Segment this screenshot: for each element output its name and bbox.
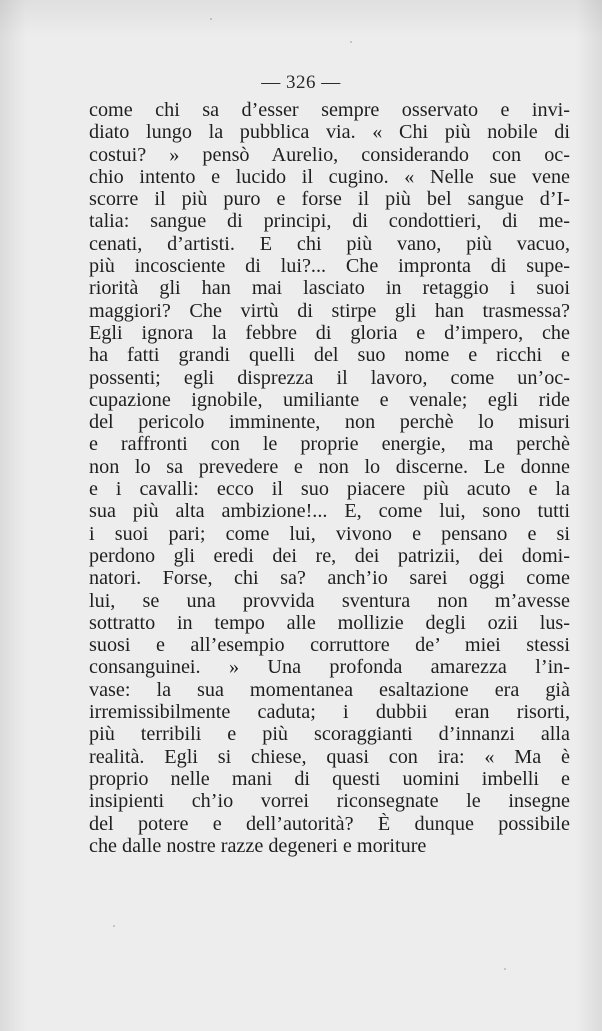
text-line: natori. Forse, chi sa? anch’io sarei oggi come <box>89 567 570 590</box>
text-line: perdono gli eredi dei re, dei patrizii, dei domi- <box>89 544 570 567</box>
text-line: più incosciente di lui?... Che impronta di supe- <box>89 255 570 278</box>
text-line: possenti; egli disprezza il lavoro, come un’oc- <box>89 366 570 389</box>
text-line: suosi e all’esempio corruttore de’ miei stessi <box>89 634 570 657</box>
text-line: cenati, d’artisti. E chi più vano, più vacuo, <box>89 232 570 255</box>
text-line: non lo sa prevedere e non lo discerne. Le donne <box>89 455 570 478</box>
text-line: chio intento e lucido il cugino. « Nelle sue vene <box>89 165 570 188</box>
text-line: costui? » pensò Aurelio, considerando con oc- <box>89 143 570 166</box>
text-line: riorità gli han mai lasciato in retaggio i suoi <box>89 277 570 300</box>
text-line: consanguinei. » Una profonda amarezza l’in- <box>89 656 570 679</box>
text-line: insipienti ch’io vorrei riconsegnate le insegne <box>89 790 570 813</box>
text-line: lui, se una provvida sventura non m’avesse <box>89 589 570 612</box>
text-line: scorre il più puro e forse il più bel sangue d’I- <box>89 188 570 211</box>
text-line: del potere e dell’autorità? È dunque possibile <box>89 812 570 835</box>
text-line: del pericolo imminente, non perchè lo misuri <box>89 411 570 434</box>
paper-speck <box>350 41 352 43</box>
text-line: diato lungo la pubblica via. « Chi più nobile di <box>89 121 570 144</box>
text-line: sua più alta ambizione!... E, come lui, sono tutti <box>89 500 570 523</box>
page-number: — 326 — <box>261 72 341 93</box>
paper-speck <box>113 925 115 927</box>
text-line: sottratto in tempo alle mollizie degli ozii lus- <box>89 611 570 634</box>
text-line: e raffronti con le proprie energie, ma perchè <box>89 433 570 456</box>
paper-speck <box>504 968 506 970</box>
text-line: ha fatti grandi quelli del suo nome e ricchi e <box>89 344 570 367</box>
text-line: maggiori? Che virtù di stirpe gli han trasmessa? <box>89 299 570 322</box>
text-line: e i cavalli: ecco il suo piacere più acuto e la <box>89 478 570 501</box>
text-line: vase: la sua momentanea esaltazione era già <box>89 678 570 701</box>
text-line: proprio nelle mani di questi uomini imbelli e <box>89 767 570 790</box>
text-line: talia: sangue di principi, di condottieri, di me- <box>89 210 570 233</box>
text-line: cupazione ignobile, umiliante e venale; egli ride <box>89 388 570 411</box>
text-line: come chi sa d’esser sempre osservato e invi- <box>89 99 570 121</box>
text-line: realità. Egli si chiese, quasi con ira: « Ma è <box>89 745 570 768</box>
text-line: che dalle nostre razze degeneri e moriture <box>89 834 427 857</box>
text-line: più terribili e più scoraggianti d’innanzi alla <box>89 723 570 746</box>
paper-speck <box>210 18 212 20</box>
body-text <box>89 99 570 857</box>
text-line: irremissibilmente caduta; i dubbii eran risorti, <box>89 701 570 724</box>
text-line: Egli ignora la febbre di gloria e d’impero, che <box>89 321 570 344</box>
text-line: i suoi pari; come lui, vivono e pensano e si <box>89 522 570 545</box>
